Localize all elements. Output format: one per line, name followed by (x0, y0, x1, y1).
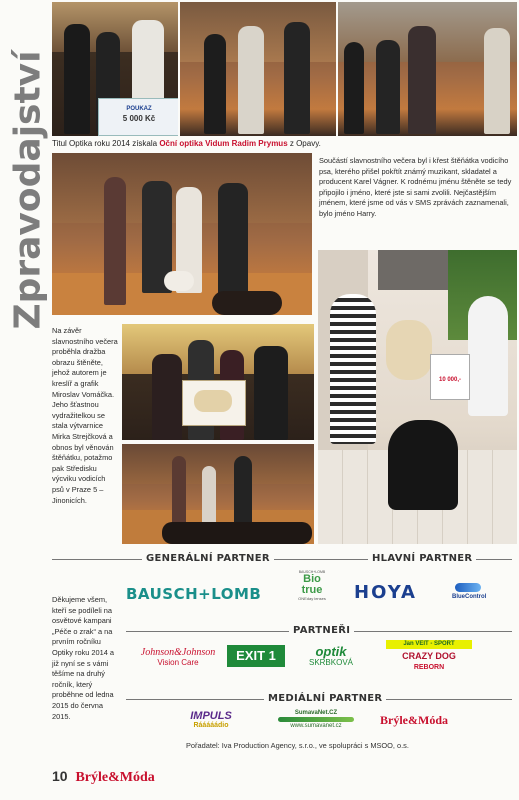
caption-winner: Oční optika Vidum Radim Prymus (159, 139, 288, 148)
sumavanet-logo (274, 710, 358, 729)
footer-brand: Brýle&Móda (75, 770, 155, 785)
bausch-lomb-logo: BAUSCH+LOMB (126, 585, 262, 603)
impuls-logo (176, 710, 246, 729)
bluecontrol-mark (455, 583, 481, 592)
check-line-2: 5 000 Kč (122, 114, 156, 123)
page-number: 10 (52, 768, 68, 784)
check-line-1: POUKAZ (126, 106, 152, 112)
auction-text: Na závěr slavnostního večera proběhla dražba obrazu štěněte, jehož autorem je kreslíř a grafik Miroslav Vomáčka. Jeho šťastnou vydražitelkou se stala výtvarnice Mirka Strejčková a obnos byl věnován štěňátku, potažmo pak Středisku výcviku vodicích psů v Praze 5 – Jinonicích. (52, 326, 118, 505)
photo-christening-stage (52, 153, 312, 315)
organizer-text: Pořadatel: Iva Production Agency, s.r.o., ve spolupráci s MSOO, o.s. (186, 741, 409, 750)
biotrue-small: BAUSCH+LOMB (298, 570, 326, 574)
optik-skrbkova-logo (296, 645, 366, 667)
general-partner-header: GENERÁLNÍ PARTNER (142, 553, 274, 564)
main-partner-header: HLAVNÍ PARTNER (368, 553, 476, 564)
photo-guide-dogs (318, 250, 517, 544)
dog-sign-amount: 10 000,- (438, 377, 462, 383)
optik-top: optik (315, 644, 347, 659)
optik-bottom: SKRBKOVÁ (308, 658, 353, 667)
check-prop (98, 98, 178, 136)
sumava-top: SumavaNet.CZ (294, 710, 338, 716)
jj-logo (136, 647, 220, 667)
photo-award-handover (52, 2, 178, 136)
section-title-text: Zpravodajství (7, 50, 49, 330)
caption-suffix: z Opavy. (287, 139, 321, 148)
sumava-bottom: www.sumavanet.cz (290, 723, 342, 729)
jj-bottom: Vision Care (157, 658, 199, 667)
photo-auction-stage (122, 444, 314, 544)
impuls-sub: Rááááádio (193, 722, 229, 729)
crazy-dog: CRAZY DOG (402, 651, 456, 661)
page-footer (52, 768, 155, 786)
bryle-moda-logo: Brýle&Móda (380, 713, 448, 727)
bluecontrol-logo: BlueControl (452, 594, 487, 600)
jan-veit-sport: Jan VEIT - SPORT (386, 640, 472, 649)
sport-logos (386, 640, 472, 673)
jj-top: Johnson&Johnson (140, 647, 216, 658)
exit1-logo: EXIT 1 (227, 645, 285, 667)
impuls-name: IMPULS (190, 710, 232, 722)
biotrue-sub: ONEday lenses (298, 596, 326, 601)
hoya-logo: HOYA (354, 582, 417, 603)
dog-sign (430, 354, 470, 400)
section-title (8, 40, 48, 340)
thanks-text: Děkujeme všem, kteří se podíleli na osvětové kampani „Péče o zrak“ a na prvním ročníku Optiky roku 2014 a již nyní se s vámi těšíme na druhý ročník, který proběhne od ledna 2015 do června 2015. (52, 595, 115, 721)
photo-stage-four (338, 2, 517, 136)
media-partner-header: MEDIÁLNÍ PARTNER (264, 693, 386, 704)
biotrue-name: Bio true (301, 573, 323, 596)
christening-text: Součástí slavnostního večera byl i křest štěňátka vodicího psa, kterého přišel pokřtít známý muzikant, skladatel a producent Karel Vágner. K rodnému jménu štěněte se tedy připojilo i jméno, které jste si sami zvolili. Nejčastějším jménem, které jsme od vás v SMS zprávách zaznamenali, bylo jméno Harry. (319, 156, 512, 218)
photo-caption (52, 139, 512, 148)
partners-header: PARTNEŘI (289, 625, 354, 636)
photo-stage-group (180, 2, 336, 136)
biotrue-logo (292, 570, 332, 612)
caption-prefix: Titul Optika roku 2014 získala (52, 139, 160, 148)
photo-auction-painting (122, 324, 314, 440)
reborn: REBORN (413, 664, 445, 671)
